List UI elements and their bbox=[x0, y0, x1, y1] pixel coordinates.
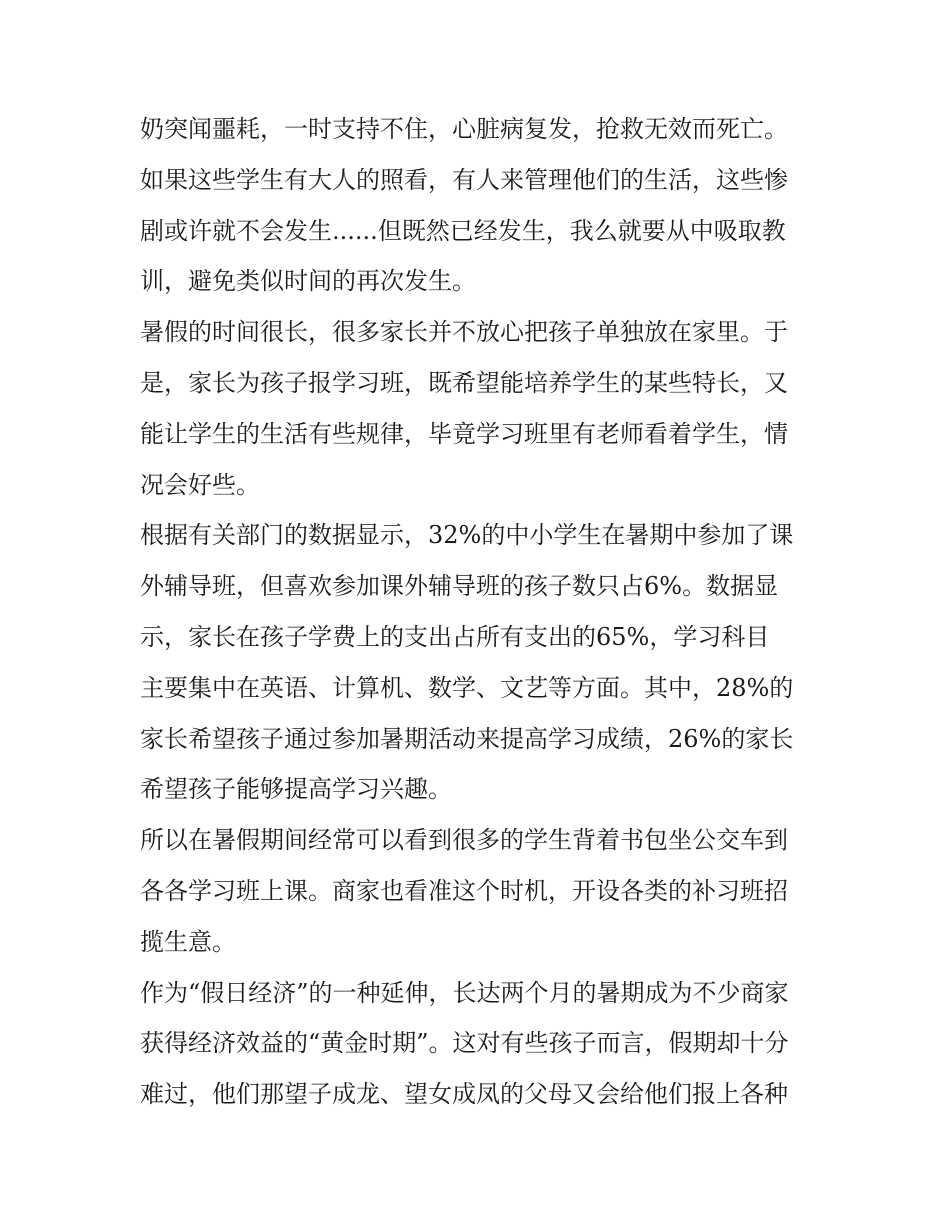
body-text bbox=[140, 104, 820, 1120]
text-line: 希望孩子能够提高学习兴趣。 bbox=[140, 775, 452, 804]
text-line: 况会好些。 bbox=[140, 470, 260, 499]
text-line: 暑假的时间很长，很多家长并不放心把孩子单独放在家里。于 bbox=[140, 318, 788, 347]
text-line: 根据有关部门的数据显示，32%的中小学生在暑期中参加了课 bbox=[140, 521, 794, 550]
text-line: 是，家长为孩子报学习班，既希望能培养学生的某些特长，又 bbox=[140, 368, 788, 397]
text-line: 所以在暑假期间经常可以看到很多的学生背着书包坐公交车到 bbox=[140, 826, 788, 855]
text-line: 获得经济效益的“黄金时期”。这对有些孩子而言，假期却十分 bbox=[140, 1029, 789, 1058]
text-line: 如果这些学生有大人的照看，有人来管理他们的生活，这些惨 bbox=[140, 165, 788, 194]
text-line: 奶突闻噩耗，一时支持不住，心脏病复发，抢救无效而死亡。 bbox=[140, 115, 788, 143]
text-line: 作为“假日经济”的一种延伸，长达两个月的暑期成为不少商家 bbox=[140, 978, 789, 1007]
text-line: 难过，他们那望子成龙、望女成凤的父母又会给他们报上各种 bbox=[140, 1080, 788, 1109]
text-line: 训，避免类似时间的再次发生。 bbox=[140, 267, 476, 296]
text-line: 家长希望孩子通过参加暑期活动来提高学习成绩，26%的家长 bbox=[140, 724, 794, 753]
text-line: 主要集中在英语、计算机、数学、文艺等方面。其中，28%的 bbox=[140, 673, 794, 702]
text-line: 外辅导班，但喜欢参加课外辅导班的孩子数只占6%。数据显 bbox=[140, 572, 779, 601]
text-line: 能让学生的生活有些规律，毕竟学习班里有老师看着学生，情 bbox=[140, 419, 788, 448]
text-line: 揽生意。 bbox=[140, 927, 236, 956]
text-line: 各各学习班上课。商家也看准这个时机，开设各类的补习班招 bbox=[140, 876, 788, 905]
text-line: 剧或许就不会发生......但既然已经发生，我么就要从中吸取教 bbox=[140, 216, 786, 245]
text-line: 示，家长在孩子学费上的支出占所有支出的65%，学习科目 bbox=[140, 622, 770, 651]
